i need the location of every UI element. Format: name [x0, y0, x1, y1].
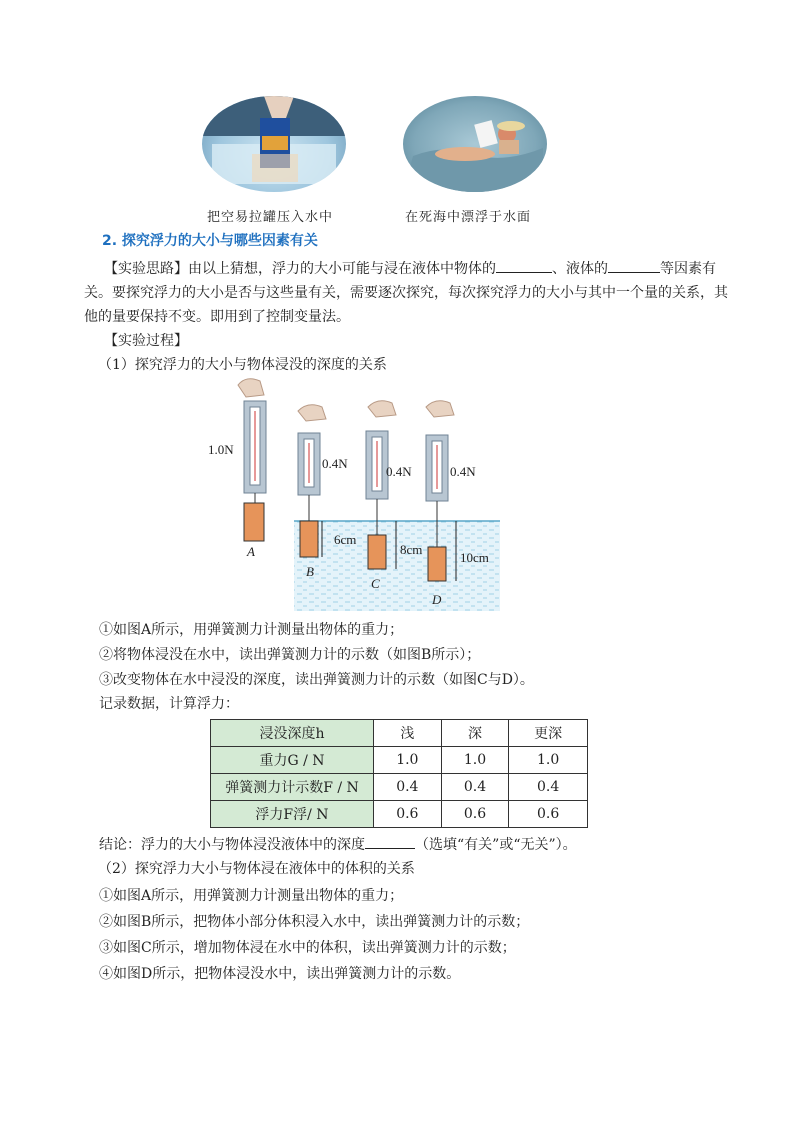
table-header-cell: 更深 [509, 720, 588, 747]
row-label: 重力G / N [211, 747, 374, 774]
depth-d: 10cm [460, 550, 489, 565]
label-c: C [371, 576, 380, 591]
photo-left-caption: 把空易拉罐压入水中 [207, 210, 334, 225]
step1-2: ②将物体浸没在水中，读出弹簧测力计的示数（如图B所示）； [99, 647, 481, 663]
depth-c: 8cm [400, 542, 423, 557]
step1-1: ①如图A所示，用弹簧测力计测量出物体的重力； [99, 622, 404, 638]
answer-blank-3[interactable] [365, 834, 415, 849]
table-cell: 0.6 [374, 801, 442, 828]
conclusion [99, 834, 577, 855]
step2-4: ④如图D所示，把物体浸没水中，读出弹簧测力计的示数。 [99, 966, 461, 982]
depth-b: 6cm [334, 532, 357, 547]
sub-heading-2: （2）探究浮力大小与物体浸在液体中的体积的关系 [98, 861, 415, 877]
idea-label: 【实验思路】 [104, 261, 188, 277]
table-cell: 0.6 [441, 801, 509, 828]
idea-text-3: 等因素有 [660, 261, 716, 277]
record-label: 记录数据，计算浮力： [99, 696, 239, 712]
idea-line-2: 关。要探究浮力的大小是否与这些量有关，需要逐次探究，每次探究浮力的大小与其中一个量的关系，其 [84, 285, 728, 301]
idea-text-1: 由以上猜想，浮力的大小可能与浸在液体中物体的 [188, 261, 496, 277]
scale-a [238, 379, 266, 541]
sub-heading-1: （1）探究浮力的大小与物体浸没的深度的关系 [98, 357, 387, 373]
step2-3: ③如图C所示，增加物体浸在水中的体积，读出弹簧测力计的示数； [99, 940, 516, 956]
photo-right-caption: 在死海中漂浮于水面 [405, 210, 532, 225]
spring-scale-figure [200, 375, 510, 615]
label-b: B [306, 564, 314, 579]
answer-blank-1[interactable] [496, 258, 552, 273]
table-cell: 1.0 [441, 747, 509, 774]
reading-d: 0.4N [450, 464, 476, 479]
idea-text-2: 、液体的 [552, 261, 608, 277]
label-a: A [247, 544, 255, 559]
step1-3: ③改变物体在水中浸没的深度，读出弹簧测力计的示数（如图C与D）。 [99, 672, 534, 688]
data-table [210, 719, 588, 828]
row-label: 浮力F浮/ N [211, 801, 374, 828]
reading-c: 0.4N [386, 464, 412, 479]
table-row [211, 747, 588, 774]
step2-1: ①如图A所示，用弹簧测力计测量出物体的重力； [99, 888, 404, 904]
row-label: 弹簧测力计示数F / N [211, 774, 374, 801]
idea-line-1 [104, 258, 716, 279]
step2-2: ②如图B所示，把物体小部分体积浸入水中，读出弹簧测力计的示数； [99, 914, 530, 930]
conclusion-text-2: （选填“有关”或“无关”）。 [415, 837, 577, 853]
table-cell: 0.4 [374, 774, 442, 801]
table-cell: 0.6 [509, 801, 588, 828]
table-header-row [211, 720, 588, 747]
table-header-cell: 深 [441, 720, 509, 747]
process-label: 【实验过程】 [104, 333, 188, 349]
reading-b: 0.4N [322, 456, 348, 471]
label-d: D [432, 592, 442, 607]
scale-b [298, 405, 326, 557]
table-header-cell: 浸没深度h [211, 720, 374, 747]
table-row [211, 801, 588, 828]
answer-blank-2[interactable] [608, 258, 660, 273]
table-cell: 0.4 [441, 774, 509, 801]
photo-can-in-water [202, 96, 346, 192]
reading-a: 1.0N [208, 442, 234, 457]
table-header-cell: 浅 [374, 720, 442, 747]
table-row [211, 774, 588, 801]
conclusion-text-1: 结论：浮力的大小与物体浸没液体中的深度 [99, 837, 365, 853]
table-cell: 1.0 [509, 747, 588, 774]
idea-line-3: 他的量要保持不变。即用到了控制变量法。 [84, 309, 350, 325]
section-heading: 2. 探究浮力的大小与哪些因素有关 [102, 233, 318, 249]
table-cell: 1.0 [374, 747, 442, 774]
table-cell: 0.4 [509, 774, 588, 801]
photo-dead-sea [403, 96, 547, 192]
